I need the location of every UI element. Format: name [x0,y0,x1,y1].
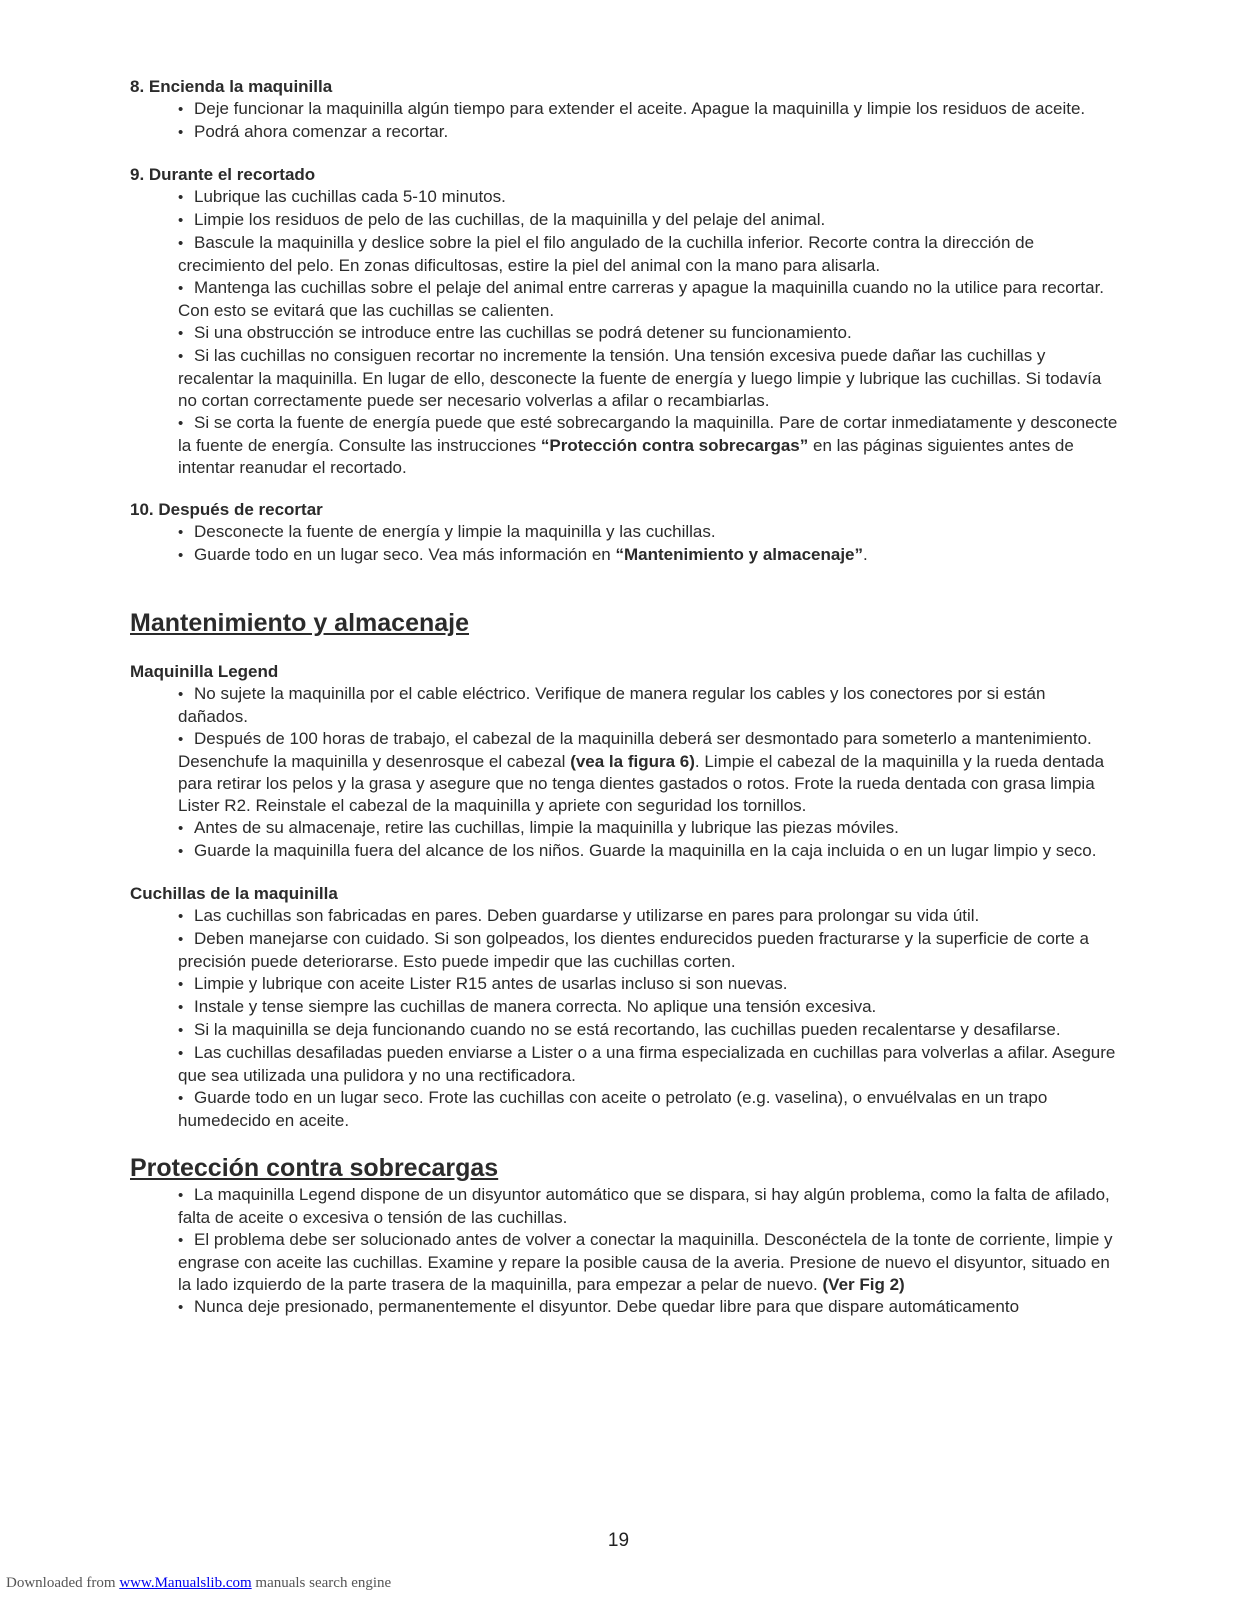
step-8-title: 8. Encienda la maquinilla [130,77,333,96]
step-10 [130,499,1120,567]
list-item: • Bascule la maquinilla y deslice sobre la piel el filo angulado de la cuchilla inferior. Recorte contra la dirección de crecimiento del pelo. En zonas dificultosas, estire la piel del animal con la mano para alisarla. [178,233,1035,275]
step-10-bullets [130,521,1120,567]
list-item: • Deje funcionar la maquinilla algún tiempo para extender el aceite. Apague la maquinilla y limpie los residuos de aceite. [178,98,1120,121]
list-item: • Las cuchillas son fabricadas en pares. Deben guardarse y utilizarse en pares para prolongar su vida útil. [178,905,1120,928]
bullet-icon: • [178,189,184,206]
bullet-icon: • [178,325,184,342]
bullet-icon: • [178,212,184,229]
bullet-icon: • [178,1232,184,1249]
bullet-icon: • [178,547,184,564]
step-9 [130,164,1120,479]
list-item: • Si la maquinilla se deja funcionando cuando no se está recortando, las cuchillas pueden recalentarse y desafilarse. [178,1019,1120,1042]
section-title-maintenance: Mantenimiento y almacenaje [130,609,470,637]
step-8 [130,76,1120,144]
list-item: • Deben manejarse con cuidado. Si son golpeados, los dientes endurecidos pueden fracturarse y la superficie de corte a precisión puede deteriorarse. Esto puede impedir que las cuchillas corten. [178,929,1089,971]
list-item: • El problema debe ser solucionado antes de volver a conectar la maquinilla. Desconéctela de la tonte de corriente, limpie y engrase con aceite las cuchillas. Examine y repare la posible causa de la averia. Presione de nuevo el disyuntor, situado en la lado izquierdo de la parte trasera de la maquinilla, para empezar a pelar de nuevo. (Ver Fig 2) [178,1230,1113,1294]
footer-prefix: Downloaded from [6,1575,120,1591]
overload-section [130,1152,1120,1319]
blades-bullets [130,905,1120,1132]
step-10-title: 10. Después de recortar [130,500,323,519]
step-9-bullets [130,186,1120,479]
bullet-icon: • [178,1299,184,1316]
bullet-icon: • [178,976,184,993]
bullet-icon: • [178,931,184,948]
step-9-title: 9. Durante el recortado [130,165,316,184]
list-item: • La maquinilla Legend dispone de un disyuntor automático que se dispara, si hay algún problema, como la falta de afilado, falta de aceite o excesiva o tensión de las cuchillas. [178,1185,1110,1227]
bullet-icon: • [178,280,184,297]
bullet-icon: • [178,731,184,748]
bullet-icon: • [178,1090,184,1107]
bullet-icon: • [178,524,184,541]
bullet-icon: • [178,908,184,925]
maintenance-section [130,607,1120,1132]
figure-6-reference: (vea la figura 6) [570,752,695,771]
list-item: • Las cuchillas desafiladas pueden enviarse a Lister o a una firma especializada en cuchillas para volverlas a afilar. Asegure que sea utilizada una pulidora y no una rectificadora. [178,1043,1116,1085]
list-item: • Guarde la maquinilla fuera del alcance de los niños. Guarde la maquinilla en la caja incluida o en un lugar limpio y seco. [178,840,1120,863]
footer-suffix: manuals search engine [251,1575,392,1591]
list-item: • Si las cuchillas no consiguen recortar no incremente la tensión. Una tensión excesiva puede dañar las cuchillas y recalentar la maquinilla. En lugar de ello, desconecte la fuente de energía y luego limpie y lubrique las cuchillas. Si todavía no cortan correctamente puede ser necesario volverlas a afilar o recambiarlas. [178,346,1102,410]
list-item: • Limpie y lubrique con aceite Lister R15 antes de usarlas incluso si son nuevas. [178,973,1120,996]
bullet-icon: • [178,820,184,837]
list-item: • Si se corta la fuente de energía puede que esté sobrecargando la maquinilla. Pare de cortar inmediatamente y desconecte la fuente de energía. Consulte las instrucciones “Protección contra sobrecargas” en las páginas siguientes antes de intentar reanudar el recortado. [178,413,1118,477]
list-item: • Después de 100 horas de trabajo, el cabezal de la maquinilla deberá ser desmontado para someterlo a mantenimiento. Desenchufe la maquinilla y desenrosque el cabezal (vea la figura 6). Limpie el cabezal de la maquinilla y la rueda dentada para retirar los pelos y la grasa y asegure que no tenga dientes gastados o rotos. Frote la rueda dentada con grasa limpia Lister R2. Reinstale el cabezal de la maquinilla y apriete con seguridad los tornillos. [178,729,1105,815]
subsection-title-blades: Cuchillas de la maquinilla [130,884,338,903]
bullet-icon: • [178,999,184,1016]
bullet-icon: • [178,1022,184,1039]
manual-page-content [130,76,1120,1319]
list-item: • Si una obstrucción se introduce entre las cuchillas se podrá detener su funcionamiento. [178,322,1120,345]
bullet-icon: • [178,686,184,703]
manualslib-link[interactable]: www.Manualslib.com [119,1575,252,1591]
list-item: • Podrá ahora comenzar a recortar. [178,121,1120,144]
bullet-icon: • [178,124,184,141]
list-item: • Guarde todo en un lugar seco. Frote las cuchillas con aceite o petrolato (e.g. vaselina), o envuélvalas en un trapo humedecido en aceite. [178,1088,1048,1130]
overload-bullets [130,1184,1120,1319]
bullet-icon: • [178,843,184,860]
download-footer [6,1575,391,1592]
bullet-icon: • [178,1045,184,1062]
bullet-icon: • [178,235,184,252]
list-item: • Instale y tense siempre las cuchillas de manera correcta. No aplique una tensión excesiva. [178,996,1120,1019]
list-item: • Mantenga las cuchillas sobre el pelaje del animal entre carreras y apague la maquinilla cuando no la utilice para recortar. Con esto se evitará que las cuchillas se calienten. [178,278,1105,320]
bullet-icon: • [178,1187,184,1204]
list-item: • Lubrique las cuchillas cada 5-10 minutos. [178,186,1120,209]
legend-bullets [130,683,1120,863]
list-item: • Guarde todo en un lugar seco. Vea más información en “Mantenimiento y almacenaje”. [178,544,1120,567]
section-title-overload: Protección contra sobrecargas [130,1154,499,1182]
maintenance-reference: “Mantenimiento y almacenaje” [615,545,864,564]
bullet-icon: • [178,348,184,365]
step-8-bullets [130,98,1120,144]
list-item: • Limpie los residuos de pelo de las cuchillas, de la maquinilla y del pelaje del animal. [178,209,1120,232]
list-item: • No sujete la maquinilla por el cable eléctrico. Verifique de manera regular los cables y los conectores por si están dañados. [178,684,1046,726]
list-item: • Nunca deje presionado, permanentemente el disyuntor. Debe quedar libre para que dispare automáticamento [178,1296,1120,1319]
figure-2-reference: (Ver Fig 2) [822,1275,905,1294]
page-number: 19 [607,1530,630,1551]
subsection-title-legend: Maquinilla Legend [130,662,279,681]
list-item: • Antes de su almacenaje, retire las cuchillas, limpie la maquinilla y lubrique las piezas móviles. [178,817,1120,840]
bullet-icon: • [178,415,184,432]
overload-reference: “Protección contra sobrecargas” [540,436,809,455]
list-item: • Desconecte la fuente de energía y limpie la maquinilla y las cuchillas. [178,521,1120,544]
bullet-icon: • [178,101,184,118]
